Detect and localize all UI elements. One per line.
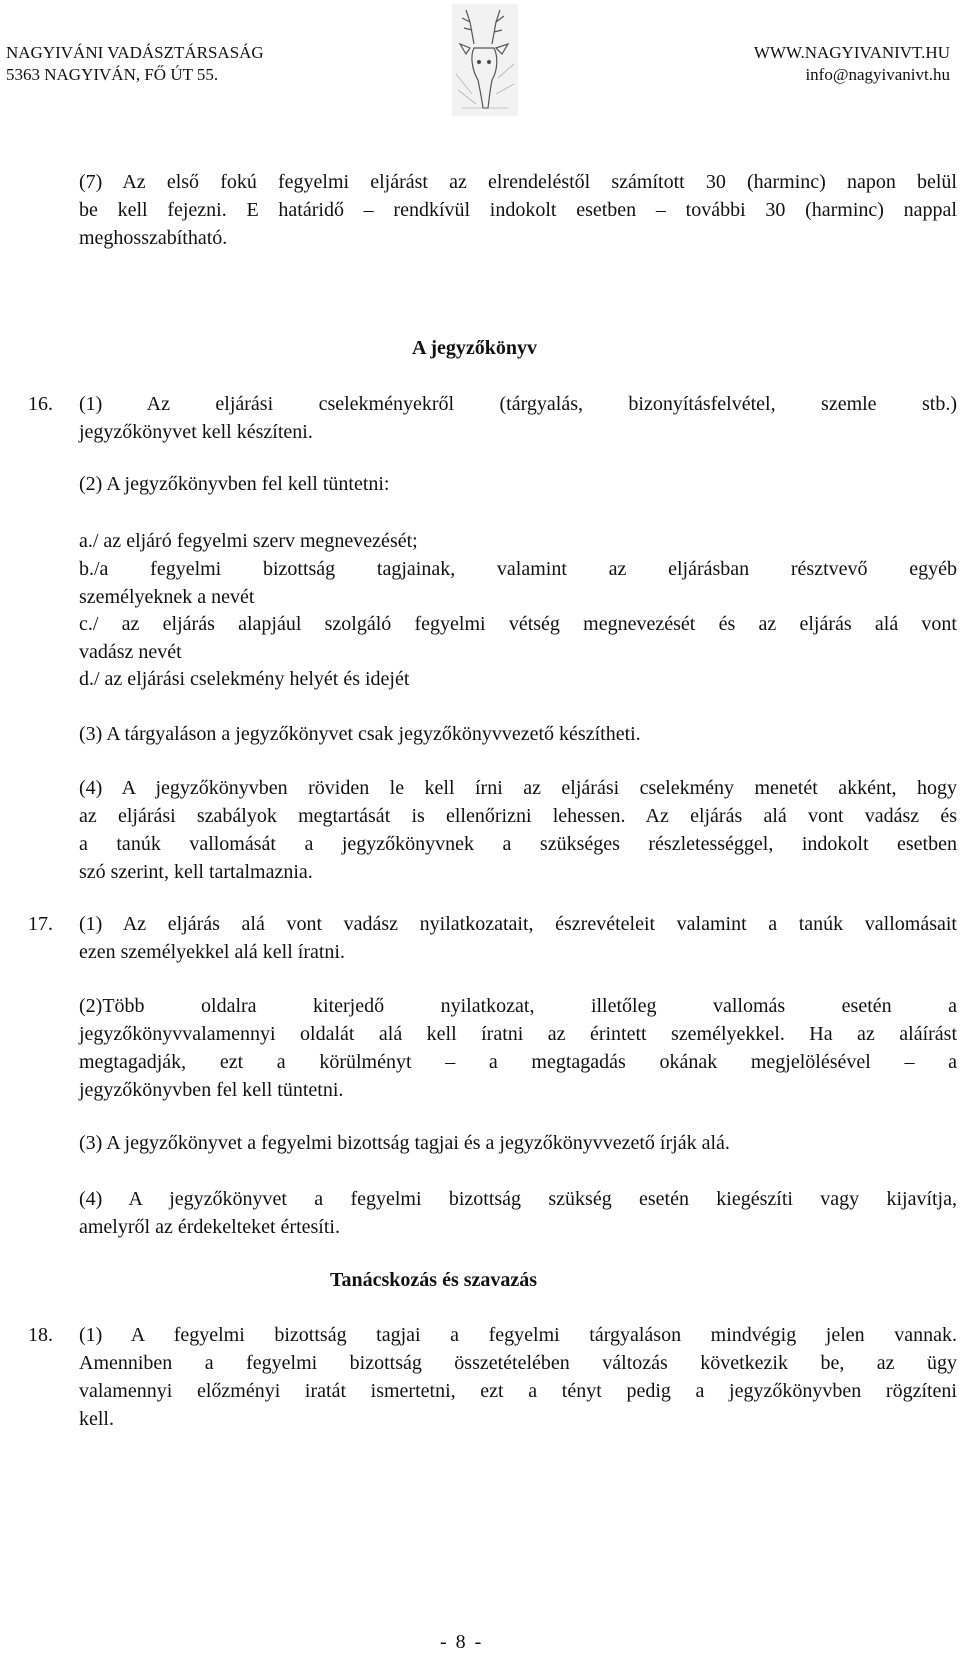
section-16-para-1 bbox=[79, 390, 957, 446]
section-17-para-4 bbox=[79, 1185, 957, 1241]
text-line: jegyzőkönyvvalamennyi oldalát alá kell íratni az érintett személyekkel. Ha az aláírást bbox=[79, 1023, 957, 1045]
text-line: kell. bbox=[79, 1408, 114, 1430]
org-name: NAGYIVÁNI VADÁSZTÁRSASÁG bbox=[6, 43, 264, 62]
text-line: szó szerint, kell tartalmaznia. bbox=[79, 861, 313, 883]
paragraph-7 bbox=[79, 168, 957, 252]
text-line: a tanúk vallomását a jegyzőkönyvnek a szükséges részletességgel, indokolt esetben bbox=[79, 833, 957, 855]
text-line: (1) Az eljárás alá vont vadász nyilatkozatait, észrevételeit valamint a tanúk vallomásait bbox=[79, 913, 957, 935]
text-line: meghosszabítható. bbox=[79, 227, 228, 249]
text-line: valamennyi előzményi iratát ismertetni, ezt a tényt pedig a jegyzőkönyvben rögzíteni bbox=[79, 1380, 957, 1402]
text-line: (4) A jegyzőkönyvben röviden le kell írni az eljárási cselekmény menetét akként, hogy bbox=[79, 777, 957, 799]
section-16-para-2: (2) A jegyzőkönyvben fel kell tüntetni: bbox=[79, 473, 390, 495]
text-line: jegyzőkönyvben fel kell tüntetni. bbox=[79, 1079, 344, 1101]
text-line: be kell fejezni. E határidő – rendkívül indokolt esetben – további 30 (harminc) nappal bbox=[79, 199, 957, 221]
text-line: megtagadják, ezt a körülményt – a megtagadás okának megjelölésével – a bbox=[79, 1051, 957, 1073]
text-line: (7) Az első fokú fegyelmi eljárást az elrendeléstől számított 30 (harminc) napon belül bbox=[79, 171, 957, 193]
section-number: 17. bbox=[28, 913, 53, 935]
text-line: c./ az eljárás alapjául szolgáló fegyelmi vétség megnevezését és az eljárás alá vont bbox=[79, 613, 957, 635]
section-16-para-4 bbox=[79, 774, 957, 886]
list-item-c bbox=[79, 610, 957, 666]
text-line: ezen személyekkel alá kell íratni. bbox=[79, 941, 345, 963]
text-line: (1) Az eljárási cselekményekről (tárgyalás, bizonyításfelvétel, szemle stb.) bbox=[79, 393, 957, 415]
section-17-para-2 bbox=[79, 992, 957, 1104]
text-line: vadász nevét bbox=[79, 641, 182, 663]
page-number: - 8 - bbox=[440, 1631, 484, 1653]
letterhead-left bbox=[6, 42, 264, 86]
list-item-b bbox=[79, 555, 957, 611]
text-line: amelyről az érdekelteket értesíti. bbox=[79, 1216, 340, 1238]
text-line: Amenniben a fegyelmi bizottság összetételében változás következik be, az ügy bbox=[79, 1352, 957, 1374]
section-heading: A jegyzőkönyv bbox=[412, 337, 537, 359]
text-line: személyeknek a nevét bbox=[79, 586, 255, 608]
section-17-para-3: (3) A jegyzőkönyvet a fegyelmi bizottság tagjai és a jegyzőkönyvvezető írják alá. bbox=[79, 1132, 730, 1154]
list-item-a: a./ az eljáró fegyelmi szerv megnevezését; bbox=[79, 530, 418, 552]
section-number: 18. bbox=[28, 1324, 53, 1346]
website-link[interactable]: WWW.NAGYIVANIVT.HU bbox=[753, 43, 950, 62]
section-18-para-1 bbox=[79, 1321, 957, 1433]
deer-head-logo-icon bbox=[452, 4, 518, 116]
text-line: az eljárási szabályok megtartását is ellenőrizni lehessen. Az eljárás alá vont vadász és bbox=[79, 805, 957, 827]
text-line: jegyzőkönyvet kell készíteni. bbox=[79, 421, 313, 443]
letterhead-right bbox=[754, 42, 950, 86]
section-17-para-1 bbox=[79, 910, 957, 966]
email-link[interactable]: info@nagyivanivt.hu bbox=[805, 65, 950, 84]
text-line: (4) A jegyzőkönyvet a fegyelmi bizottság szükség esetén kiegészíti vagy kijavítja, bbox=[79, 1188, 957, 1210]
text-line: b./a fegyelmi bizottság tagjainak, valamint az eljárásban résztvevő egyéb bbox=[79, 558, 957, 580]
text-line: (1) A fegyelmi bizottság tagjai a fegyelmi tárgyaláson mindvégig jelen vannak. bbox=[79, 1324, 957, 1346]
section-16-para-3: (3) A tárgyaláson a jegyzőkönyvet csak jegyzőkönyvvezető készítheti. bbox=[79, 723, 641, 745]
list-item-d: d./ az eljárási cselekmény helyét és idejét bbox=[79, 668, 410, 690]
org-address: 5363 NAGYIVÁN, FŐ ÚT 55. bbox=[6, 65, 219, 84]
text-line: (2)Több oldalra kiterjedő nyilatkozat, illetőleg vallomás esetén a bbox=[79, 995, 957, 1017]
section-number: 16. bbox=[28, 393, 53, 415]
section-heading: Tanácskozás és szavazás bbox=[330, 1269, 538, 1291]
